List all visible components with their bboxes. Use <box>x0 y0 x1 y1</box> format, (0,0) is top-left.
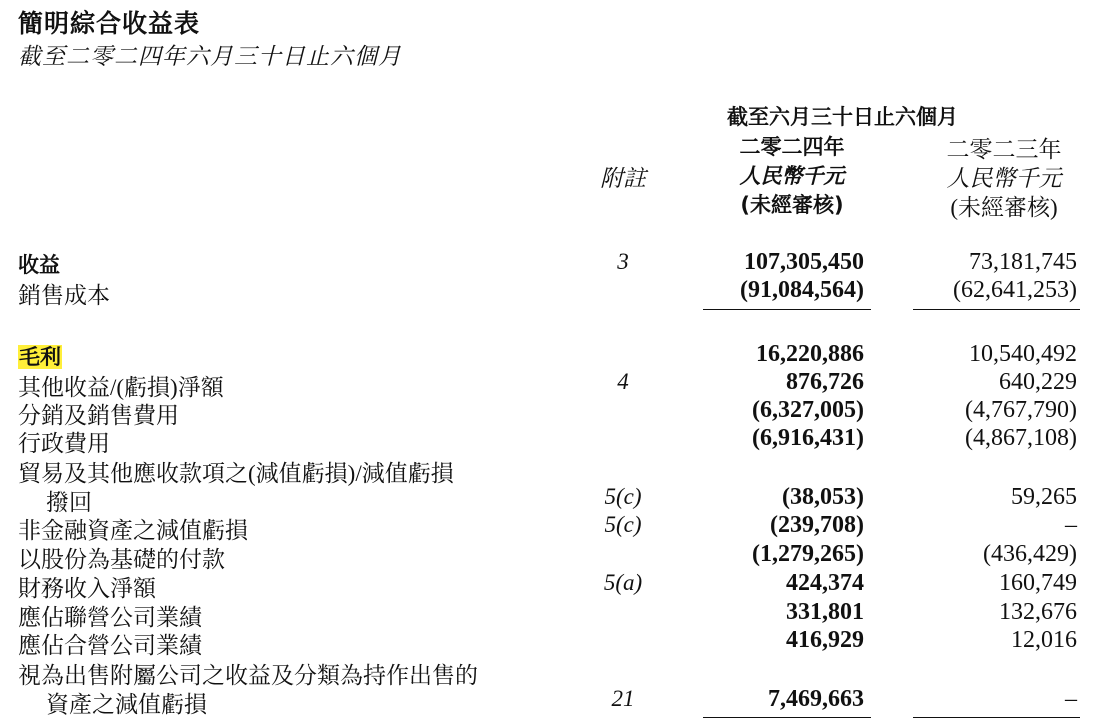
row-2023-cost-of-sales: (62,641,253) <box>953 277 1077 303</box>
row-note-other-gains: 4 <box>617 369 629 394</box>
row-2023-share-based-payment: (436,429) <box>983 541 1077 567</box>
row-2023-admin-expenses: (4,867,108) <box>965 425 1077 451</box>
row-2024-share-based-payment: (1,279,265) <box>752 541 864 567</box>
row-2023-net-finance-income: 160,749 <box>999 570 1077 596</box>
row-label-receivables-impairment: 貿易及其他應收款項之(減值虧損)/減值虧損 <box>18 461 454 486</box>
row-note-receivables-impairment: 5(c) <box>604 484 642 509</box>
bottom-rule-2024 <box>703 717 871 718</box>
row-2023-joint-ventures: 12,016 <box>1011 627 1077 653</box>
row-2024-other-gains: 876,726 <box>786 369 864 395</box>
row-2024-nonfinancial-impairment: (239,708) <box>770 512 864 538</box>
row-2023-associates: 132,676 <box>999 599 1077 625</box>
col1-status: (未經審核) <box>740 193 844 217</box>
row-label-joint-ventures: 應佔合營公司業績 <box>18 633 202 658</box>
row-label-deemed-disposal-cont: 資產之減值虧損 <box>46 692 207 717</box>
subtotal-rule-2023 <box>913 309 1080 310</box>
row-2023-receivables-impairment: 59,265 <box>1011 484 1077 510</box>
row-label-net-finance-income: 財務收入淨額 <box>18 576 156 601</box>
row-note-net-finance-income: 5(a) <box>603 570 643 595</box>
row-label-distribution-expenses: 分銷及銷售費用 <box>18 403 179 428</box>
row-label-revenue: 收益 <box>18 253 60 277</box>
bottom-rule-2023 <box>913 717 1080 718</box>
row-2024-joint-ventures: 416,929 <box>786 627 864 653</box>
row-2023-distribution-expenses: (4,767,790) <box>965 397 1077 423</box>
row-2023-deemed-disposal: – <box>1065 686 1077 712</box>
period-header: 截至六月三十日止六個月 <box>727 105 958 129</box>
col1-year: 二零二四年 <box>739 135 845 159</box>
row-label-cost-of-sales: 銷售成本 <box>18 283 110 308</box>
col2-year: 二零二三年 <box>946 137 1062 162</box>
row-2024-gross-profit: 16,220,886 <box>756 341 864 367</box>
row-label-deemed-disposal: 視為出售附屬公司之收益及分類為持作出售的 <box>18 663 478 688</box>
col1-unit: 人民幣千元 <box>739 164 845 188</box>
row-label-share-based-payment: 以股份為基礎的付款 <box>18 547 225 572</box>
col2-status: (未經審核) <box>950 195 1058 220</box>
row-note-deemed-disposal: 21 <box>611 686 635 711</box>
statement-title: 簡明綜合收益表 <box>18 9 201 38</box>
row-2024-admin-expenses: (6,916,431) <box>752 425 864 451</box>
subtotal-rule-2024 <box>703 309 871 310</box>
highlight-marker: 毛利 <box>19 345 61 369</box>
note-header: 附註 <box>600 166 646 191</box>
row-2023-nonfinancial-impairment: – <box>1065 512 1077 538</box>
row-2024-distribution-expenses: (6,327,005) <box>752 397 864 423</box>
row-2024-revenue: 107,305,450 <box>744 249 864 275</box>
row-label-other-gains: 其他收益/(虧損)淨額 <box>18 375 224 400</box>
row-2024-net-finance-income: 424,374 <box>786 570 864 596</box>
row-2024-receivables-impairment: (38,053) <box>782 484 864 510</box>
row-2023-other-gains: 640,229 <box>999 369 1077 395</box>
row-label-associates: 應佔聯營公司業績 <box>18 605 202 630</box>
row-label-admin-expenses: 行政費用 <box>18 431 110 456</box>
statement-subtitle: 截至二零二四年六月三十日止六個月 <box>18 44 402 69</box>
row-2024-associates: 331,801 <box>786 599 864 625</box>
row-note-revenue: 3 <box>617 249 629 274</box>
col2-unit: 人民幣千元 <box>946 166 1062 191</box>
row-2024-cost-of-sales: (91,084,564) <box>740 277 864 303</box>
row-label-receivables-impairment-cont: 撥回 <box>46 490 92 515</box>
row-label-gross-profit <box>18 341 62 371</box>
row-2023-gross-profit: 10,540,492 <box>969 341 1077 367</box>
row-2024-deemed-disposal: 7,469,663 <box>768 686 864 712</box>
row-label-nonfinancial-impairment: 非金融資產之減值虧損 <box>18 518 248 543</box>
row-note-nonfinancial-impairment: 5(c) <box>604 512 642 537</box>
row-2023-revenue: 73,181,745 <box>969 249 1077 275</box>
